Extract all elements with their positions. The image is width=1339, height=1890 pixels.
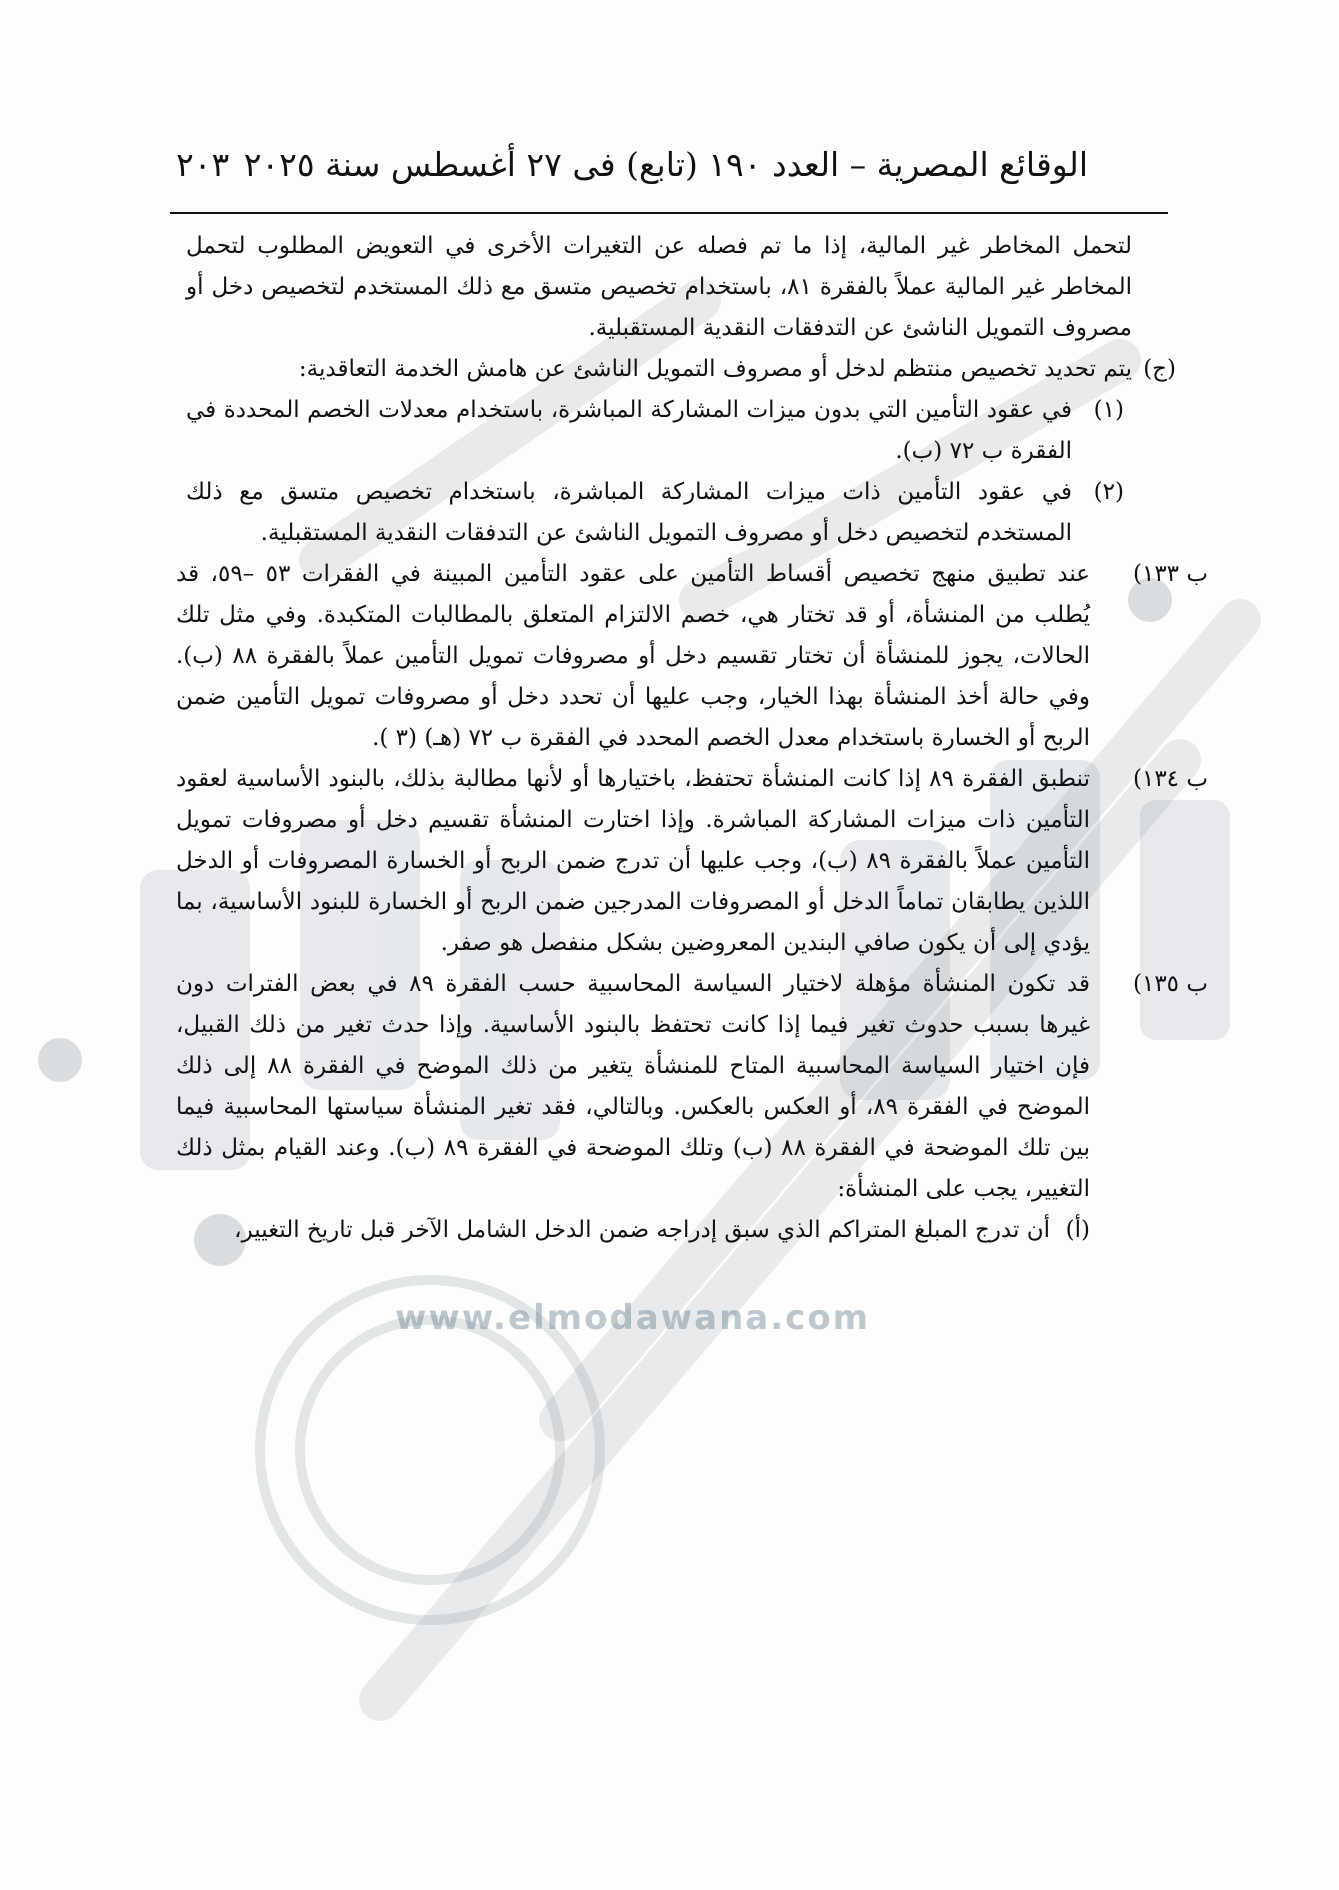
list-item-j (186, 349, 1176, 390)
sub-item-label: (١) (1093, 397, 1124, 423)
paragraph-text: عند تطبيق منهج تخصيص أقساط التأمين على عقود التأمين المبينة في الفقرات ٥٣ –٥٩، قد يُطلب من المنشأة، أو قد تختار هي، خصم الالتزام المتعلق بالمطالبات المتكبدة. وفي مثل تلك الحالات، يجوز للمنشأة أن تختار تقسيم دخل أو مصروفات تمويل التأمين عملاً بالفقرة ٨٨ (ب). وفي حالة أخذ المنشأة بهذا الخيار، وجب عليها أن تحدد دخل أو مصروفات تمويل التأمين ضمن الربح أو الخسارة باستخدام معدل الخصم المحدد في الفقرة ب ٧٢ (هـ) (٣ ). (176, 561, 1090, 751)
paragraph-text: قد تكون المنشأة مؤهلة لاختيار السياسة المحاسبية حسب الفقرة ٨٩ في بعض الفترات دون غيرها بسبب حدوث تغير فيما إذا كانت تحتفظ بالبنود الأساسية. وإذا حدث تغير من ذلك القبيل، فإن اختيار السياسة المحاسبية المتاح للمنشأة يتغير من ذلك الموضح في الفقرة ٨٨ إلى ذلك الموضح في الفقرة ٨٩، أو العكس بالعكس. وبالتالي، فقد تغير المنشأة سياستها المحاسبية فيما بين تلك الموضحة في الفقرة ٨٨ (ب) وتلك الموضحة في الفقرة ٨٩ (ب). وعند القيام بمثل ذلك التغيير، يجب على المنشأة: (176, 971, 1090, 1202)
gazette-title: الوقائع المصرية – العدد ١٩٠ (تابع) فى ٢٧ أغسطس سنة ٢٠٢٥ (243, 145, 1088, 184)
page-number: ٢٠٣ (176, 145, 230, 184)
paragraph-b134 (176, 759, 1208, 964)
header-divider (170, 212, 1168, 214)
document-body (176, 226, 1208, 1251)
item-text: أن تدرج المبلغ المتراكم الذي سبق إدراجه ضمن الدخل الشامل الآخر قبل تاريخ التغيير، (234, 1217, 1050, 1243)
sub-item-1 (186, 390, 1124, 472)
list-item-a (196, 1210, 1090, 1251)
watermark-dot (38, 1038, 82, 1082)
paragraph-b135 (176, 964, 1208, 1210)
item-label: (أ) (1065, 1217, 1090, 1243)
paragraph-number: ب ١٣٤) (1132, 766, 1208, 792)
paragraph-number: ب ١٣٥) (1132, 971, 1208, 997)
paragraph-b133 (176, 554, 1208, 759)
item-label: (ج) (1143, 356, 1176, 382)
sub-item-text: في عقود التأمين ذات ميزات المشاركة المباشرة، باستخدام تخصيص متسق مع ذلك المستخدم لتخصيص دخل أو مصروف التمويل الناشئ عن التدفقات النقدية المستقبلية. (186, 479, 1072, 546)
page-header (168, 140, 1088, 190)
watermark-seal (300, 1320, 560, 1580)
sub-item-label: (٢) (1093, 479, 1124, 505)
continuation-paragraph: لتحمل المخاطر غير المالية، إذا ما تم فصله عن التغيرات الأخرى في التعويض المطلوب لتحمل المخاطر غير المالية عملاً بالفقرة ٨١، باستخدام تخصيص متسق مع ذلك المستخدم لتخصيص دخل أو مصروف التمويل الناشئ عن التدفقات النقدية المستقبلية. (186, 233, 1133, 341)
sub-item-text: في عقود التأمين التي بدون ميزات المشاركة المباشرة، باستخدام معدلات الخصم المحددة في الفقرة ب ٧٢ (ب). (186, 397, 1072, 464)
paragraph-number: ب ١٣٣) (1132, 561, 1208, 587)
watermark-url: www.elmodawana.com (395, 1298, 871, 1338)
item-text: يتم تحديد تخصيص منتظم لدخل أو مصروف التمويل الناشئ عن هامش الخدمة التعاقدية: (298, 356, 1132, 382)
sub-item-2 (186, 472, 1124, 554)
paragraph-text: تنطبق الفقرة ٨٩ إذا كانت المنشأة تحتفظ، باختيارها أو لأنها مطالبة بذلك، بالبنود الأساسية لعقود التأمين ذات ميزات المشاركة المباشرة. وإذا اختارت المنشأة تقسيم دخل أو مصروفات تمويل التأمين عملاً بالفقرة ٨٩ (ب)، وجب عليها أن تدرج ضمن الربح أو الخسارة المصروفات أو الدخل اللذين يطابقان تماماً الدخل أو المصروفات المدرجين ضمن الربح أو الخسارة للبنود الأساسية، بما يؤدي إلى أن يكون صافي البندين المعروضين بشكل منفصل هو صفر. (176, 766, 1090, 956)
